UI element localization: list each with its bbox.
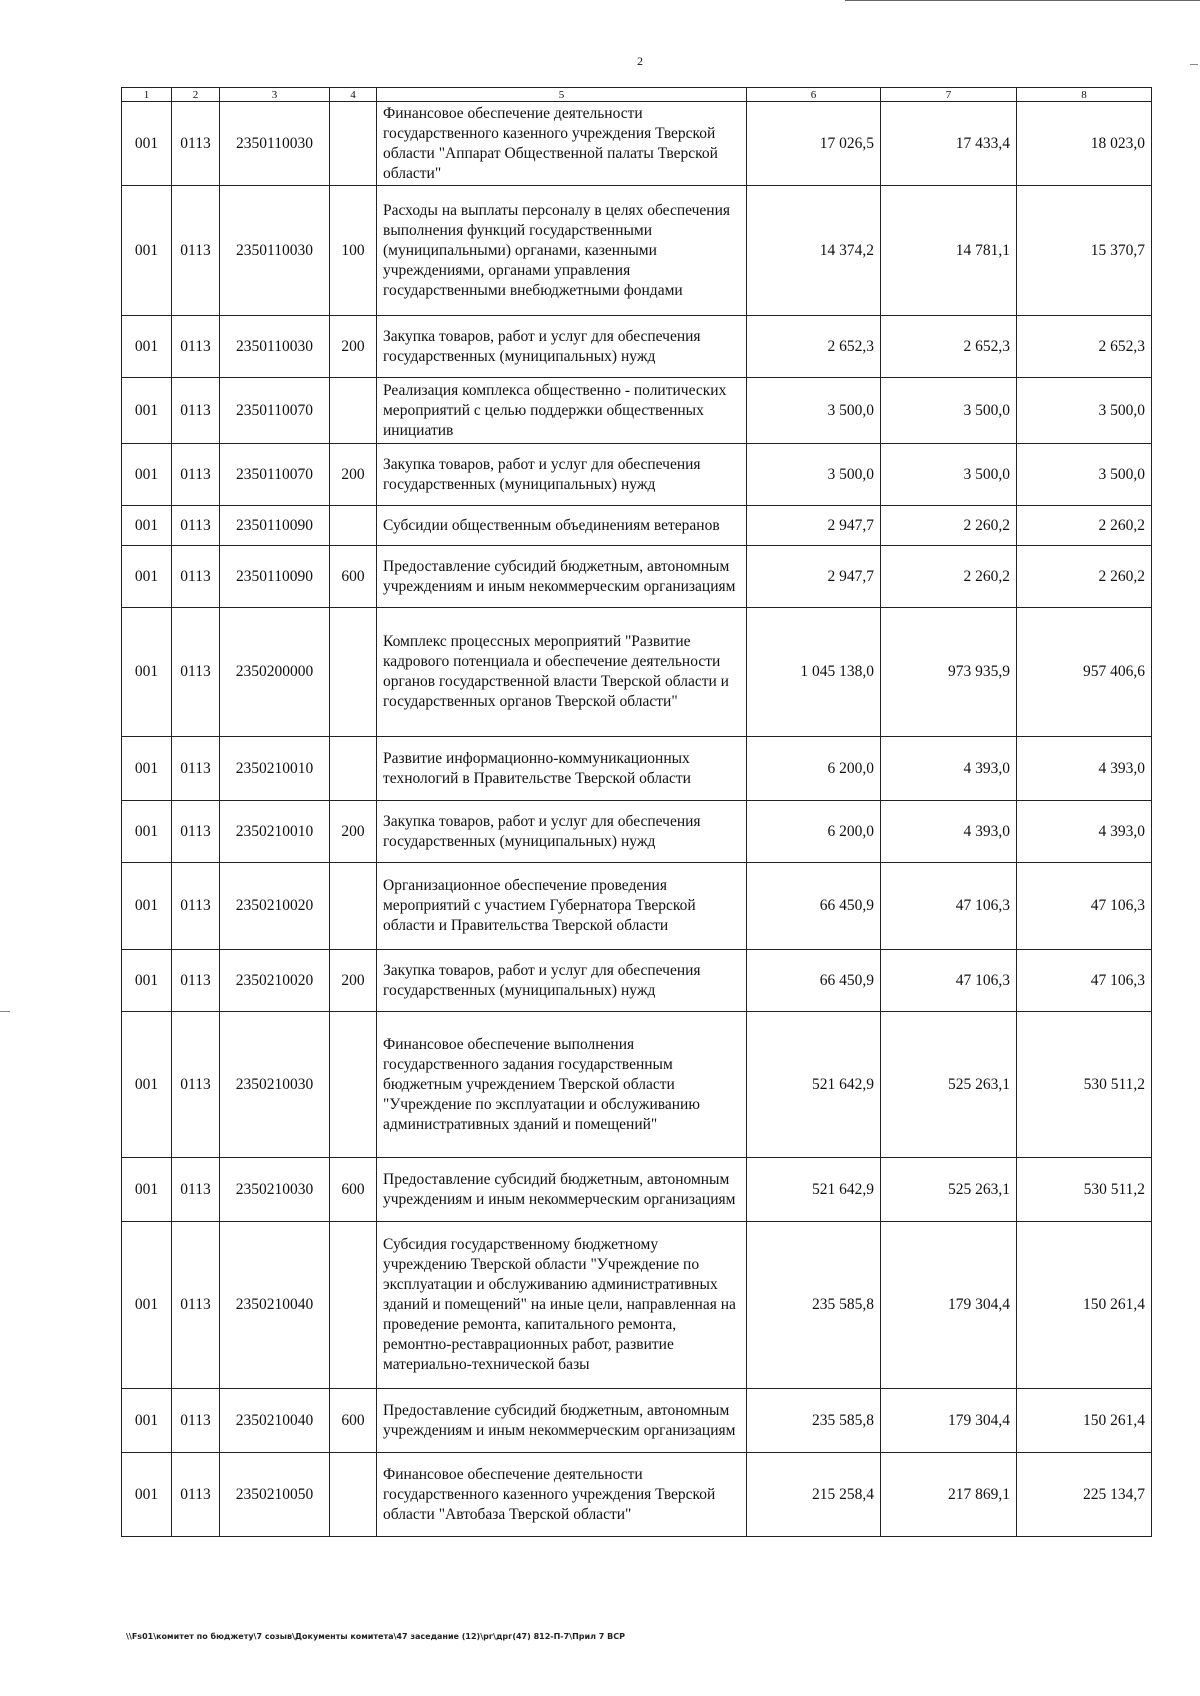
section-code-cell: 0113 (172, 546, 220, 608)
file-path-footer: \\Fs01\комитет по бюджету\7 созыв\Документы комитета\47 заседание (12)\рг\дрг(47) 812-П-7\Прил 7 ВСР (126, 1632, 625, 1641)
expense-type-cell: 200 (330, 316, 377, 378)
ministry-code-cell: 001 (122, 444, 172, 506)
amount-cell: 47 106,3 (881, 950, 1017, 1012)
amount-cell: 150 261,4 (1017, 1222, 1152, 1389)
amount-cell: 2 260,2 (881, 506, 1017, 546)
amount-cell: 3 500,0 (881, 378, 1017, 444)
amount-cell: 2 652,3 (881, 316, 1017, 378)
ministry-code-cell: 001 (122, 1012, 172, 1158)
ministry-code-cell: 001 (122, 1222, 172, 1389)
description-cell: Закупка товаров, работ и услуг для обеспечения государственных (муниципальных) нужд (377, 444, 747, 506)
description-cell: Закупка товаров, работ и услуг для обеспечения государственных (муниципальных) нужд (377, 801, 747, 863)
amount-cell: 4 393,0 (1017, 801, 1152, 863)
target-article-cell: 2350210040 (220, 1222, 330, 1389)
ministry-code-cell: 001 (122, 186, 172, 316)
ministry-code-cell: 001 (122, 378, 172, 444)
amount-cell: 4 393,0 (881, 801, 1017, 863)
description-cell: Субсидии общественным объединениям ветеранов (377, 506, 747, 546)
ministry-code-cell: 001 (122, 1389, 172, 1453)
amount-cell: 2 652,3 (747, 316, 881, 378)
section-code-cell: 0113 (172, 378, 220, 444)
expense-type-cell: 600 (330, 1389, 377, 1453)
column-header: 4 (330, 88, 377, 102)
target-article-cell: 2350110070 (220, 378, 330, 444)
section-code-cell: 0113 (172, 444, 220, 506)
section-code-cell: 0113 (172, 1222, 220, 1389)
column-header: 8 (1017, 88, 1152, 102)
expense-type-cell (330, 608, 377, 737)
amount-cell: 47 106,3 (1017, 950, 1152, 1012)
amount-cell: 225 134,7 (1017, 1453, 1152, 1537)
table-row (122, 102, 1152, 186)
expense-type-cell: 200 (330, 950, 377, 1012)
amount-cell: 47 106,3 (1017, 863, 1152, 950)
description-cell: Субсидия государственному бюджетному учреждению Тверской области "Учреждение по эксплуатации и обслуживанию административных зданий и помещений" на иные цели, направленная на проведение ремонта, капитального ремонта, ремонтно-реставрационных работ, развитие материально-технической базы (377, 1222, 747, 1389)
section-code-cell: 0113 (172, 1012, 220, 1158)
ministry-code-cell: 001 (122, 608, 172, 737)
description-cell: Организационное обеспечение проведения мероприятий с участием Губернатора Тверской области и Правительства Тверской области (377, 863, 747, 950)
section-code-cell: 0113 (172, 737, 220, 801)
expense-type-cell (330, 863, 377, 950)
section-code-cell: 0113 (172, 863, 220, 950)
expense-type-cell: 100 (330, 186, 377, 316)
column-header: 7 (881, 88, 1017, 102)
expense-type-cell (330, 1222, 377, 1389)
section-code-cell: 0113 (172, 950, 220, 1012)
amount-cell: 2 947,7 (747, 546, 881, 608)
section-code-cell: 0113 (172, 316, 220, 378)
amount-cell: 15 370,7 (1017, 186, 1152, 316)
expense-type-cell: 200 (330, 444, 377, 506)
expense-type-cell: 200 (330, 801, 377, 863)
amount-cell: 2 260,2 (1017, 506, 1152, 546)
target-article-cell: 2350210040 (220, 1389, 330, 1453)
table-row (122, 1389, 1152, 1453)
expense-type-cell (330, 378, 377, 444)
table-row (122, 863, 1152, 950)
amount-cell: 215 258,4 (747, 1453, 881, 1537)
ministry-code-cell: 001 (122, 801, 172, 863)
section-code-cell: 0113 (172, 801, 220, 863)
expense-type-cell: 600 (330, 546, 377, 608)
table-row (122, 316, 1152, 378)
margin-mark (0, 1011, 10, 1012)
table-row (122, 444, 1152, 506)
table-row (122, 1453, 1152, 1537)
target-article-cell: 2350110090 (220, 506, 330, 546)
amount-cell: 3 500,0 (881, 444, 1017, 506)
table-row (122, 608, 1152, 737)
amount-cell: 18 023,0 (1017, 102, 1152, 186)
section-code-cell: 0113 (172, 506, 220, 546)
amount-cell: 525 263,1 (881, 1158, 1017, 1222)
ministry-code-cell: 001 (122, 863, 172, 950)
amount-cell: 530 511,2 (1017, 1158, 1152, 1222)
amount-cell: 3 500,0 (1017, 378, 1152, 444)
ministry-code-cell: 001 (122, 1453, 172, 1537)
table-row (122, 186, 1152, 316)
amount-cell: 3 500,0 (747, 378, 881, 444)
amount-cell: 235 585,8 (747, 1389, 881, 1453)
expense-type-cell (330, 1453, 377, 1537)
target-article-cell: 2350210030 (220, 1012, 330, 1158)
ministry-code-cell: 001 (122, 546, 172, 608)
description-cell: Финансовое обеспечение деятельности государственного казенного учреждения Тверской области "Автобаза Тверской области" (377, 1453, 747, 1537)
target-article-cell: 2350110030 (220, 186, 330, 316)
table-row (122, 950, 1152, 1012)
description-cell: Развитие информационно-коммуникационных технологий в Правительстве Тверской области (377, 737, 747, 801)
amount-cell: 530 511,2 (1017, 1012, 1152, 1158)
amount-cell: 957 406,6 (1017, 608, 1152, 737)
amount-cell: 17 433,4 (881, 102, 1017, 186)
amount-cell: 521 642,9 (747, 1012, 881, 1158)
description-cell: Финансовое обеспечение выполнения государственного задания государственным бюджетным учреждением Тверской области "Учреждение по эксплуатации и обслуживанию административных зданий и помещений" (377, 1012, 747, 1158)
ministry-code-cell: 001 (122, 102, 172, 186)
target-article-cell: 2350210020 (220, 863, 330, 950)
table-row (122, 546, 1152, 608)
expense-type-cell (330, 506, 377, 546)
amount-cell: 521 642,9 (747, 1158, 881, 1222)
amount-cell: 235 585,8 (747, 1222, 881, 1389)
amount-cell: 150 261,4 (1017, 1389, 1152, 1453)
ministry-code-cell: 001 (122, 1158, 172, 1222)
section-code-cell: 0113 (172, 1453, 220, 1537)
amount-cell: 6 200,0 (747, 737, 881, 801)
target-article-cell: 2350110090 (220, 546, 330, 608)
amount-cell: 17 026,5 (747, 102, 881, 186)
amount-cell: 525 263,1 (881, 1012, 1017, 1158)
ministry-code-cell: 001 (122, 737, 172, 801)
amount-cell: 2 260,2 (881, 546, 1017, 608)
amount-cell: 14 374,2 (747, 186, 881, 316)
target-article-cell: 2350210010 (220, 801, 330, 863)
page-number: 2 (637, 54, 643, 68)
description-cell: Закупка товаров, работ и услуг для обеспечения государственных (муниципальных) нужд (377, 316, 747, 378)
description-cell: Финансовое обеспечение деятельности государственного казенного учреждения Тверской области "Аппарат Общественной палаты Тверской области" (377, 102, 747, 186)
budget-table (121, 87, 1152, 1537)
table-body (122, 102, 1152, 1537)
ministry-code-cell: 001 (122, 950, 172, 1012)
amount-cell: 14 781,1 (881, 186, 1017, 316)
amount-cell: 66 450,9 (747, 950, 881, 1012)
description-cell: Комплекс процессных мероприятий "Развитие кадрового потенциала и обеспечение деятельности органов государственной власти Тверской области и государственных органов Тверской области" (377, 608, 747, 737)
target-article-cell: 2350110030 (220, 102, 330, 186)
table-row (122, 737, 1152, 801)
amount-cell: 179 304,4 (881, 1222, 1017, 1389)
column-header: 1 (122, 88, 172, 102)
table-row (122, 378, 1152, 444)
column-header: 3 (220, 88, 330, 102)
amount-cell: 179 304,4 (881, 1389, 1017, 1453)
column-header: 6 (747, 88, 881, 102)
table-row (122, 1158, 1152, 1222)
top-edge-rule (845, 0, 1200, 1)
section-code-cell: 0113 (172, 186, 220, 316)
amount-cell: 217 869,1 (881, 1453, 1017, 1537)
target-article-cell: 2350110070 (220, 444, 330, 506)
amount-cell: 4 393,0 (881, 737, 1017, 801)
section-code-cell: 0113 (172, 1158, 220, 1222)
amount-cell: 2 947,7 (747, 506, 881, 546)
amount-cell: 3 500,0 (1017, 444, 1152, 506)
amount-cell: 47 106,3 (881, 863, 1017, 950)
expense-type-cell: 600 (330, 1158, 377, 1222)
description-cell: Реализация комплекса общественно - политических мероприятий с целью поддержки общественных инициатив (377, 378, 747, 444)
section-code-cell: 0113 (172, 102, 220, 186)
expense-type-cell (330, 102, 377, 186)
amount-cell: 3 500,0 (747, 444, 881, 506)
description-cell: Предоставление субсидий бюджетным, автономным учреждениям и иным некоммерческим организациям (377, 546, 747, 608)
table-row (122, 801, 1152, 863)
table-row (122, 506, 1152, 546)
amount-cell: 973 935,9 (881, 608, 1017, 737)
amount-cell: 1 045 138,0 (747, 608, 881, 737)
target-article-cell: 2350210010 (220, 737, 330, 801)
amount-cell: 6 200,0 (747, 801, 881, 863)
amount-cell: 4 393,0 (1017, 737, 1152, 801)
target-article-cell: 2350110030 (220, 316, 330, 378)
table-row (122, 1222, 1152, 1389)
column-header: 5 (377, 88, 747, 102)
ministry-code-cell: 001 (122, 316, 172, 378)
section-code-cell: 0113 (172, 608, 220, 737)
expense-type-cell (330, 737, 377, 801)
section-code-cell: 0113 (172, 1389, 220, 1453)
target-article-cell: 2350210050 (220, 1453, 330, 1537)
ministry-code-cell: 001 (122, 506, 172, 546)
column-number-row (122, 88, 1152, 102)
table-row (122, 1012, 1152, 1158)
description-cell: Закупка товаров, работ и услуг для обеспечения государственных (муниципальных) нужд (377, 950, 747, 1012)
description-cell: Предоставление субсидий бюджетным, автономным учреждениям и иным некоммерческим организациям (377, 1389, 747, 1453)
column-header: 2 (172, 88, 220, 102)
amount-cell: 66 450,9 (747, 863, 881, 950)
description-cell: Расходы на выплаты персоналу в целях обеспечения выполнения функций государственными (муниципальными) органами, казенными учреждениями, органами управления государственными внебюджетными фондами (377, 186, 747, 316)
target-article-cell: 2350210030 (220, 1158, 330, 1222)
expense-type-cell (330, 1012, 377, 1158)
amount-cell: 2 260,2 (1017, 546, 1152, 608)
target-article-cell: 2350210020 (220, 950, 330, 1012)
description-cell: Предоставление субсидий бюджетным, автономным учреждениям и иным некоммерческим организациям (377, 1158, 747, 1222)
target-article-cell: 2350200000 (220, 608, 330, 737)
amount-cell: 2 652,3 (1017, 316, 1152, 378)
